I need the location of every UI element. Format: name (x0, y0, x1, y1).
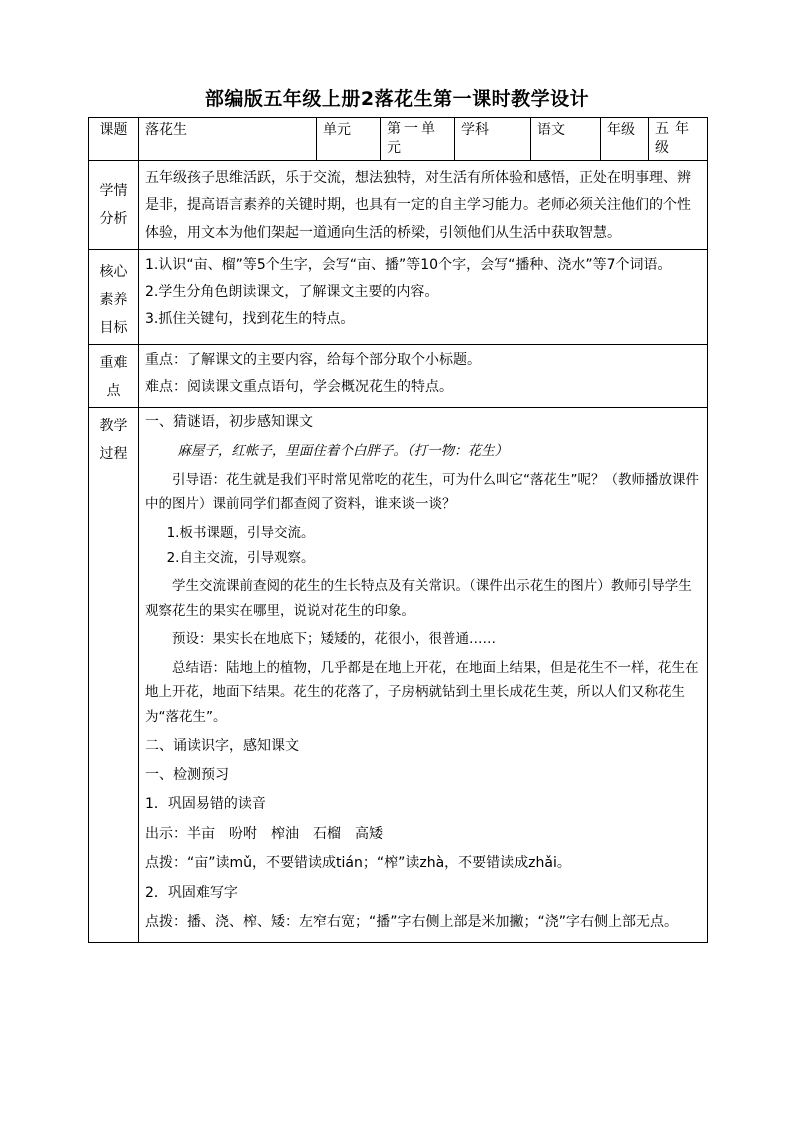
page-title: 部编版五年级上册2落花生第一课时教学设计 (204, 88, 590, 110)
process-content (139, 407, 708, 942)
process-section-2: 二、诵读识字，感知课文 (145, 737, 299, 754)
unit-label: 单元 (317, 118, 381, 161)
subject-label: 学科 (455, 118, 531, 161)
goal-item: 2.学生分角色朗读课文，了解课文主要的内容。 (145, 284, 439, 301)
exchange-text: 学生交流课前查阅的花生的生长特点及有关常识。（课件出示花生的图片）教师引导学生观察花生的果实在哪里，说说对花生的印象。 (145, 578, 692, 619)
keypoint-item: 难点：阅读课文重点语句，学会概况花生的特点。 (145, 379, 453, 396)
tip-1: 点拨：“亩”读mǔ，不要错读成tián；“榨”读zhà，不要错读成zhǎi。 (145, 855, 571, 872)
analysis-row (89, 161, 708, 250)
unit-value: 第一单元 (381, 118, 455, 161)
process-row (89, 407, 708, 942)
step-1: 1.板书课题，引导交流。 (166, 525, 315, 542)
show-words: 出示：半亩 吩咐 榨油 石榴 高矮 (145, 825, 383, 842)
keypoints-label-text: 重难点 (99, 354, 128, 399)
topic-label: 课题 (89, 118, 139, 161)
preset-text: 预设：果实长在地底下；矮矮的，花很小，很普通…… (172, 631, 496, 648)
keypoints-label (89, 344, 139, 407)
keypoint-item: 重点：了解课文的主要内容，给每个部分取个小标题。 (145, 351, 481, 368)
process-label (89, 407, 139, 942)
header-row (89, 118, 708, 161)
goals-row (89, 249, 708, 344)
process-label-text: 教学过程 (99, 417, 128, 462)
process-section-1: 一、猜谜语，初步感知课文 (145, 413, 313, 430)
goals-label-text: 核心素养目标 (99, 263, 128, 336)
summary-text: 总结语：陆地上的植物，几乎都是在地上开花，在地面上结果，但是花生不一样，花生在地上开花，地面下结果。花生的花落了，子房柄就钻到土里长成花生荚，所以人们又称花生为“落花生”。 (145, 659, 699, 725)
lesson-plan-table (88, 117, 708, 943)
grade-label: 年级 (601, 118, 649, 161)
guide-text: 引导语：花生就是我们平时常见常吃的花生，可为什么叫它“落花生”呢？（教师播放课件中的图片）课前同学们都查阅了资料，谁来谈一谈？ (145, 471, 699, 513)
riddle-text: 麻屋子，红帐子，里面住着个白胖子。（打一物：花生） (177, 443, 509, 460)
grade-value: 五年级 (649, 118, 708, 161)
item-2: 2．巩固难写字 (145, 884, 238, 901)
analysis-label-text: 学情分析 (99, 183, 128, 227)
item-1: 1．巩固易错的读音 (145, 796, 266, 813)
goals-label (89, 249, 139, 344)
keypoints-content (139, 344, 708, 407)
analysis-label (89, 161, 139, 250)
step-2: 2.自主交流，引导观察。 (166, 549, 315, 566)
subsection-1: 一、检测预习 (145, 767, 229, 784)
goal-item: 1.认识“亩、榴”等5个生字，会写“亩、播”等10个字，会写“播种、浇水”等7个词语。 (145, 256, 672, 273)
analysis-text: 五年级孩子思维活跃，乐于交流，想法独特，对生活有所体验和感悟，正处在明事理、辨是非，提高语言素养的关键时期，也具有一定的自主学习能力。老师必须关注他们的个性体验，用文本为他们架起一道通向生活的桥梁，引领他们从生活中获取智慧。 (139, 161, 708, 250)
keypoints-row (89, 344, 708, 407)
goals-content (139, 249, 708, 344)
topic-value: 落花生 (139, 118, 317, 161)
tip-2: 点拨：播、浇、榨、矮：左窄右宽；“播”字右侧上部是米加撇；“浇”字右侧上部无点。 (145, 914, 679, 931)
goal-item: 3.抓住关键句，找到花生的特点。 (145, 311, 355, 328)
subject-value: 语文 (531, 118, 601, 161)
